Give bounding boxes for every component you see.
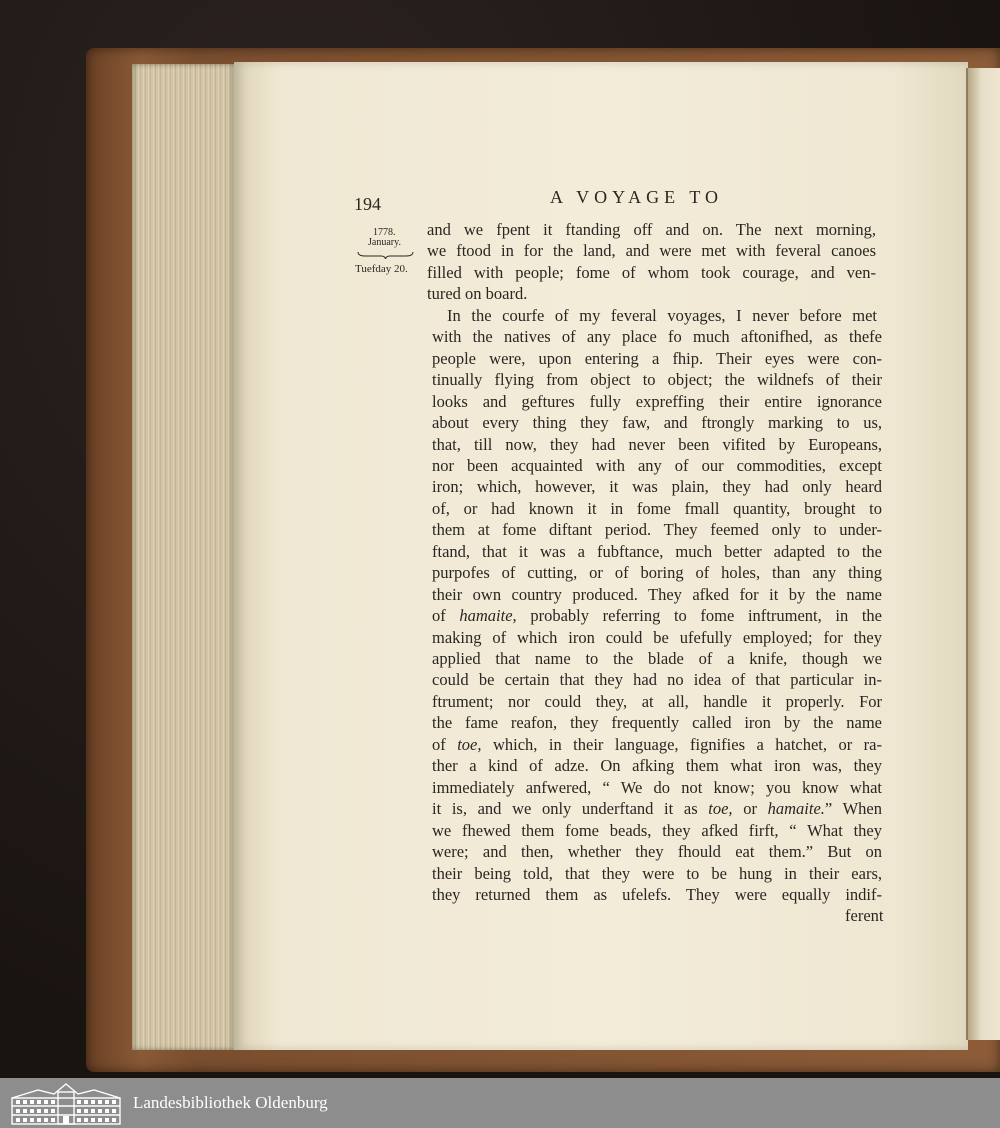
library-building-logo — [8, 1080, 124, 1126]
text-line — [427, 283, 876, 304]
text-run: hamaite. — [767, 799, 825, 819]
text-run: about every thing they faw, and ftrongly marking to us, — [432, 413, 882, 433]
text-line — [432, 820, 882, 841]
running-head: A VOYAGE TO — [550, 187, 724, 207]
text-line — [432, 884, 882, 905]
text-line — [432, 434, 882, 455]
text-run: we ftood in for the land, and were met with feveral canoes — [427, 241, 876, 261]
text-run: immediately anfwered, “ We do not know; you know what — [432, 777, 882, 797]
text-line — [432, 841, 882, 862]
text-line — [432, 734, 882, 755]
text-line — [432, 541, 882, 562]
text-run: which, in their language, fignifies a hatchet, or ra- — [481, 734, 882, 754]
facing-page-edge — [966, 68, 1000, 1040]
text-run: that, till now, they had never been vifited by Europeans, — [432, 434, 882, 454]
text-line — [427, 219, 876, 240]
text-run: and we fpent it ftanding off and on. The next morning, — [427, 220, 876, 239]
text-run: we fhewed them fome beads, they afked firft, “ What they — [432, 820, 882, 840]
text-run: could be certain that they had no idea of that particular in- — [432, 670, 882, 690]
text-line — [427, 262, 876, 283]
text-run: filled with people; fome of whom took courage, and ven- — [427, 262, 876, 282]
text-run: it is, and we only underftand it as — [432, 799, 709, 819]
text-run: applied that name to the blade of a knife, though we — [432, 649, 882, 668]
text-run: were; and then, whether they fhould eat them.” But on — [432, 842, 882, 862]
text-run: tured on board. — [427, 284, 528, 304]
text-run: them at fome diftant period. They feemed only to under- — [432, 520, 882, 540]
text-run: ftand, that it was a fubftance, much better adapted to the — [432, 541, 882, 561]
text-line — [432, 391, 882, 412]
text-run: ferent — [845, 906, 884, 926]
text-run: toe, — [457, 734, 482, 754]
text-run: In the courfe of my feveral voyages, I never before met — [447, 305, 877, 325]
text-run: of — [432, 606, 460, 626]
text-line — [432, 669, 882, 690]
text-line — [432, 798, 882, 819]
text-line — [432, 777, 882, 798]
margin-brace — [357, 251, 414, 259]
text-run: they returned them as ufelefs. They were equally indif- — [432, 884, 882, 904]
text-line — [447, 305, 877, 326]
text-line — [432, 627, 882, 648]
text-line — [432, 498, 882, 519]
page-number: 194 — [354, 194, 381, 214]
text-line — [432, 348, 882, 369]
text-run: looks and geftures fully expreffing their entire ignorance — [432, 391, 882, 411]
text-run: with the natives of any place fo much aftonifhed, as thefe — [432, 327, 882, 347]
text-run: ther a kind of adze. On afking them what iron was, they — [432, 756, 882, 776]
text-line — [432, 562, 882, 583]
text-run: the fame reafon, they frequently called iron by the name — [432, 713, 882, 733]
page-edges — [132, 64, 236, 1050]
text-run: their being told, that they were to be hung in their ears, — [432, 863, 882, 883]
text-line — [432, 691, 882, 712]
margin-month: January. — [368, 237, 401, 248]
text-run: toe, — [708, 799, 733, 819]
text-run: tinually flying from object to object; the wildnefs of their — [432, 370, 882, 390]
text-run: their own country produced. They afked for it by the name — [432, 584, 882, 604]
text-line — [432, 648, 882, 669]
text-line — [432, 584, 882, 605]
text-line — [845, 905, 890, 926]
text-run: ftrument; nor could they, at all, handle it properly. For — [432, 691, 882, 711]
text-run: probably referring to fome inftrument, in the — [516, 606, 882, 626]
text-line — [432, 863, 882, 884]
text-line — [432, 369, 882, 390]
text-line — [432, 476, 882, 497]
text-run: ” When — [824, 799, 882, 819]
margin-year: 1778. — [373, 227, 396, 238]
text-run: or — [732, 799, 768, 819]
text-line — [432, 412, 882, 433]
text-run: iron; which, however, it was plain, they had only heard — [432, 477, 882, 497]
text-line — [432, 605, 882, 626]
text-run: purpofes of cutting, or of boring of holes, than any thing — [432, 563, 882, 583]
text-run: making of which iron could be ufefully employed; for they — [432, 627, 882, 647]
text-run: nor been acquainted with any of our commodities, except — [432, 455, 882, 475]
text-run: hamaite, — [459, 606, 517, 626]
text-run: people were, upon entering a fhip. Their eyes were con- — [432, 348, 882, 368]
text-line — [432, 326, 882, 347]
text-line — [427, 240, 876, 261]
text-run: of — [432, 734, 458, 754]
text-run: of, or had known it in fome fmall quantity, brought to — [432, 498, 882, 518]
text-line — [432, 455, 882, 476]
text-line — [432, 519, 882, 540]
margin-day: Tuefday 20. — [355, 263, 408, 275]
text-line — [432, 755, 882, 776]
text-line — [432, 712, 882, 733]
institution-name: Landesbibliothek Oldenburg — [133, 1093, 328, 1112]
